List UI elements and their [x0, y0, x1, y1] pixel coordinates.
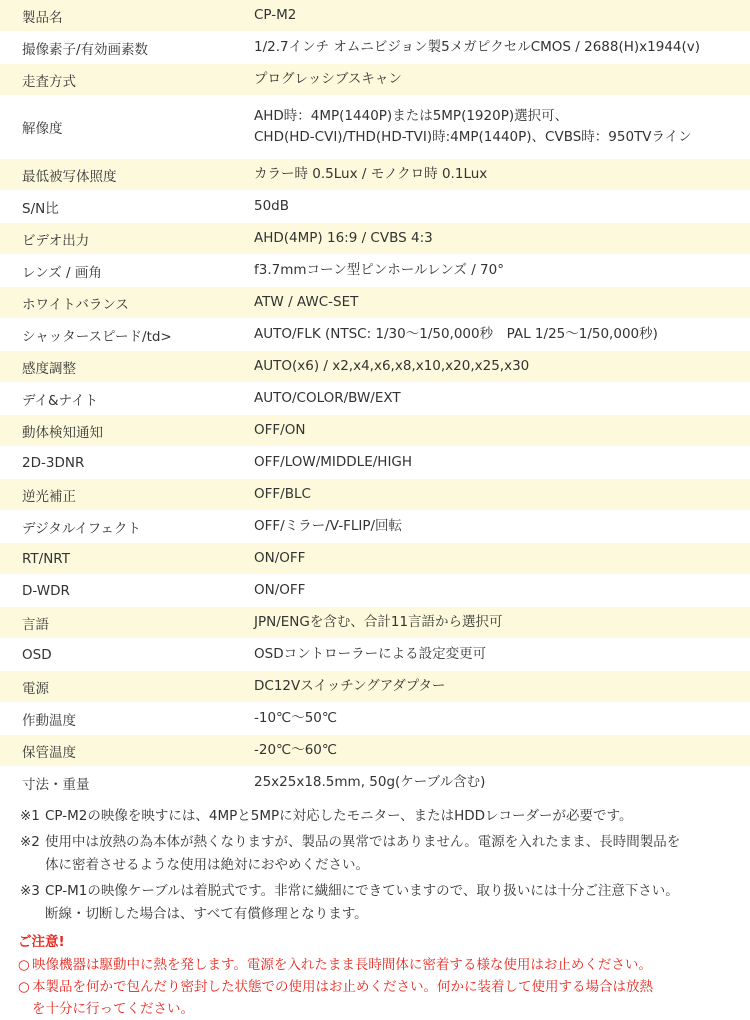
- spec-value: [244, 260, 750, 281]
- spec-label: 感度調整: [22, 360, 76, 377]
- spec-row: [0, 191, 750, 223]
- circle-bullet-icon: ○: [18, 979, 30, 995]
- spec-row: [0, 639, 750, 671]
- spec-row: [0, 159, 750, 191]
- spec-value-line: ATW / AWC-SET: [254, 294, 359, 310]
- footnote-text: 体に密着させるような使用は絶対におやめください。: [45, 857, 369, 873]
- spec-value: [244, 388, 750, 409]
- notes-section: [0, 805, 750, 929]
- spec-row: [0, 735, 750, 767]
- spec-row: [0, 479, 750, 511]
- spec-row: [0, 287, 750, 319]
- spec-row: [0, 351, 750, 383]
- spec-label: 保管温度: [22, 744, 76, 761]
- spec-row: [0, 671, 750, 703]
- spec-value: [244, 580, 750, 601]
- spec-value-line: OFF/ON: [254, 422, 306, 438]
- spec-label: 走査方式: [22, 73, 76, 90]
- spec-value-line: -10℃～50℃: [254, 710, 338, 726]
- spec-value-line: AUTO/COLOR/BW/EXT: [254, 390, 401, 406]
- footnote-mark: ※3: [20, 883, 40, 899]
- caution-text: 映像機器は駆動中に熱を発します。電源を入れたまま長時間体に密着する様な使用はお止めください。: [32, 957, 652, 973]
- spec-value: [244, 324, 750, 345]
- spec-value-line: 1/2.7インチ オムニビジョン製5メガピクセルCMOS / 2688(H)x1944(v): [254, 39, 701, 55]
- footnote-text: 断線・切断した場合は、すべて有償修理となります。: [45, 906, 368, 922]
- caution-item: [0, 954, 750, 976]
- spec-value: [244, 196, 750, 217]
- spec-value-line: ON/OFF: [254, 582, 306, 598]
- spec-row: [0, 767, 750, 799]
- spec-value: [244, 292, 750, 313]
- spec-label: デジタルイフェクト: [22, 520, 141, 537]
- footnote: [0, 831, 750, 877]
- spec-value-line: -20℃～60℃: [254, 742, 338, 758]
- spec-label: シャッタースピード/td>: [22, 328, 172, 345]
- spec-label: 電源: [22, 680, 49, 697]
- spec-value: [244, 37, 750, 58]
- footnote-text: CP-M1の映像ケーブルは着脱式です。非常に繊細にできていますので、取り扱いには十分ご注意下さい。: [45, 883, 679, 899]
- spec-value-line: OFF/ミラー/V-FLIP/回転: [254, 518, 403, 534]
- spec-value: [244, 676, 750, 697]
- spec-value-line: OFF/LOW/MIDDLE/HIGH: [254, 454, 413, 470]
- spec-row: [0, 447, 750, 479]
- spec-value: [244, 612, 750, 633]
- spec-row: [0, 607, 750, 639]
- spec-row: [0, 64, 750, 96]
- spec-value-line: DC12Vスイッチングアダプター: [254, 678, 446, 694]
- spec-value-line: プログレッシブスキャン: [254, 71, 402, 87]
- spec-value: [244, 164, 750, 185]
- spec-value-line: CP-M2: [254, 7, 297, 23]
- spec-row: [0, 575, 750, 607]
- spec-label: 解像度: [22, 121, 63, 137]
- spec-value-line: 25x25x18.5mm, 50g(ケーブル含む): [254, 774, 486, 790]
- spec-value: [244, 708, 750, 729]
- spec-label: 言語: [22, 616, 49, 633]
- spec-label: 2D-3DNR: [22, 454, 85, 471]
- footnote-text: 使用中は放熱の為本体が熱くなりますが、製品の異常ではありません。電源を入れたまま、長時間製品を: [45, 834, 681, 850]
- footnote: [0, 805, 750, 828]
- spec-row: [0, 96, 750, 159]
- footnote-mark: ※2: [20, 834, 40, 850]
- spec-value: [244, 740, 750, 761]
- spec-label: RT/NRT: [22, 550, 70, 567]
- spec-value: [244, 106, 750, 148]
- spec-value: [244, 420, 750, 441]
- spec-row: [0, 415, 750, 447]
- spec-label: ビデオ出力: [22, 232, 90, 249]
- spec-row: [0, 543, 750, 575]
- spec-value-line: JPN/ENGを含む、合計11言語から選択可: [254, 614, 503, 630]
- spec-label: 作動温度: [22, 712, 76, 729]
- spec-value: [244, 772, 750, 793]
- spec-value: [244, 644, 750, 665]
- caution-section: [0, 931, 750, 1020]
- caution-title: ご注意!: [18, 934, 65, 950]
- spec-label: 動体検知通知: [22, 424, 103, 441]
- spec-value-line: f3.7mmコーン型ピンホールレンズ / 70°: [254, 262, 504, 278]
- spec-value-line: OSDコントローラーによる設定変更可: [254, 646, 487, 662]
- spec-value-line: AHD時：4MP(1440P)または5MP(1920P)選択可、: [254, 108, 569, 124]
- spec-label: S/N比: [22, 200, 59, 217]
- spec-value: [244, 452, 750, 473]
- spec-value: [244, 5, 750, 26]
- spec-row: [0, 703, 750, 735]
- spec-label: 寸法・重量: [22, 776, 90, 793]
- spec-row: [0, 223, 750, 255]
- footnote-text: CP-M2の映像を映すには、4MPと5MPに対応したモニター、またはHDDレコーダーが必要です。: [45, 808, 633, 824]
- spec-label: 最低被写体照度: [22, 168, 117, 185]
- footnote-mark: ※1: [20, 808, 40, 824]
- spec-value-line: ON/OFF: [254, 550, 306, 566]
- spec-value-line: OFF/BLC: [254, 486, 311, 502]
- spec-value-line: AUTO/FLK (NTSC: 1/30～1/50,000秒 PAL 1/25～1/50,000秒): [254, 326, 658, 342]
- spec-row: [0, 383, 750, 415]
- spec-value-line: カラー時 0.5Lux / モノクロ時 0.1Lux: [254, 166, 488, 182]
- spec-row: [0, 0, 750, 32]
- spec-row: [0, 32, 750, 64]
- spec-row: [0, 255, 750, 287]
- spec-row: [0, 511, 750, 543]
- spec-value-line: CHD(HD-CVI)/THD(HD-TVI)時:4MP(1440P)、CVBS時：950TVライン: [254, 129, 692, 145]
- spec-value: [244, 228, 750, 249]
- caution-item: [0, 976, 750, 1020]
- spec-label: 逆光補正: [22, 488, 76, 505]
- spec-value-line: AUTO(x6) / x2,x4,x6,x8,x10,x20,x25,x30: [254, 358, 530, 374]
- spec-row: [0, 319, 750, 351]
- spec-label: デイ&ナイト: [22, 392, 99, 409]
- spec-value-line: 50dB: [254, 198, 290, 214]
- caution-text: を十分に行ってください。: [32, 1001, 194, 1017]
- spec-value: [244, 484, 750, 505]
- spec-label: レンズ / 画角: [22, 264, 102, 281]
- spec-label: 製品名: [22, 9, 63, 26]
- spec-value-line: AHD(4MP) 16:9 / CVBS 4:3: [254, 230, 433, 246]
- caution-text: 本製品を何かで包んだり密封した状態での使用はお止めください。何かに装着して使用する場合は放熱: [32, 979, 653, 995]
- circle-bullet-icon: ○: [18, 957, 30, 973]
- spec-label: 撮像素子/有効画素数: [22, 41, 149, 58]
- spec-value: [244, 516, 750, 537]
- spec-label: OSD: [22, 646, 52, 663]
- spec-value: [244, 69, 750, 90]
- spec-value: [244, 548, 750, 569]
- spec-value: [244, 356, 750, 377]
- spec-label: D-WDR: [22, 582, 70, 599]
- footnote: [0, 880, 750, 926]
- spec-label: ホワイトバランス: [22, 296, 129, 313]
